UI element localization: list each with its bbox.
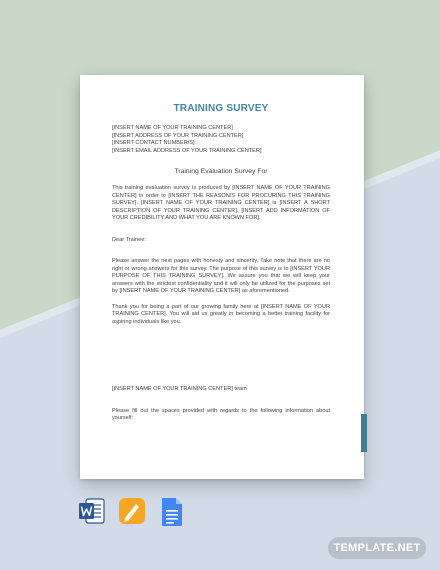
page-tab-marker bbox=[361, 414, 367, 452]
address-line: [INSERT NAME OF YOUR TRAINING CENTER] bbox=[112, 125, 233, 131]
document-title: TRAINING SURVEY bbox=[173, 103, 269, 114]
word-icon[interactable] bbox=[78, 497, 106, 525]
template-net-badge[interactable]: TEMPLATE.NET bbox=[328, 537, 426, 559]
greeting: Dear Trainee: bbox=[112, 236, 146, 243]
body-paragraph-2: Thank you for being a part of our growing family here at [INSERT NAME OF YOUR TRAINING CENTER]. You will aid us greatly in becoming a better training facility for aspiring individuals like you. bbox=[112, 303, 330, 325]
document-page bbox=[80, 75, 364, 479]
intro-paragraph: This training evaluation survey is produced by [INSERT NAME OF YOUR TRAINING CENTER] in order to [INSERT THE REASON/S FOR PROCURING THIS TRAINING SURVEY]. [INSERT NAME OF YOUR TRAINING CENTER] is [INSERT A SHORT DESCRIPTION OF YOUR TRAINING CENTER]. [INSERT ADD INFORMATION OF YOUR CREDIBILITY AND WHAT YOU ARE KNOWN FOR]. bbox=[112, 185, 330, 221]
body-paragraph-1: Please answer the next pages with honesty and sincerity. Take note that there are no right or wrong answers for this survey. The purpose of this survey is to [INSERT YOUR PURPOSE OF THIS TRAINING SURVEY]. We assure you that we will keep your answers with the strictest confidentiality and it will only be utilized for the purposes set by [INSERT NAME OF YOUR TRAINING CENTER] as aforementioned. bbox=[112, 258, 330, 294]
address-line: [INSERT CONTACT NUMBER/S] bbox=[112, 140, 195, 146]
document-content bbox=[112, 103, 330, 431]
body-paragraph-3: Please fill out the spaces provided with regards to the following information about yourself: bbox=[112, 407, 330, 421]
address-line: [INSERT ADDRESS OF YOUR TRAINING CENTER] bbox=[112, 132, 244, 139]
google-docs-icon[interactable] bbox=[160, 497, 184, 527]
signoff: [INSERT NAME OF YOUR TRAINING CENTER] team bbox=[112, 386, 247, 392]
address-line: [INSERT EMAIL ADDRESS OF YOUR TRAINING CENTER] bbox=[112, 147, 262, 154]
address-block bbox=[112, 125, 330, 155]
document-subtitle: Training Evaluation Survey For bbox=[174, 168, 268, 175]
pages-icon[interactable] bbox=[118, 497, 146, 525]
